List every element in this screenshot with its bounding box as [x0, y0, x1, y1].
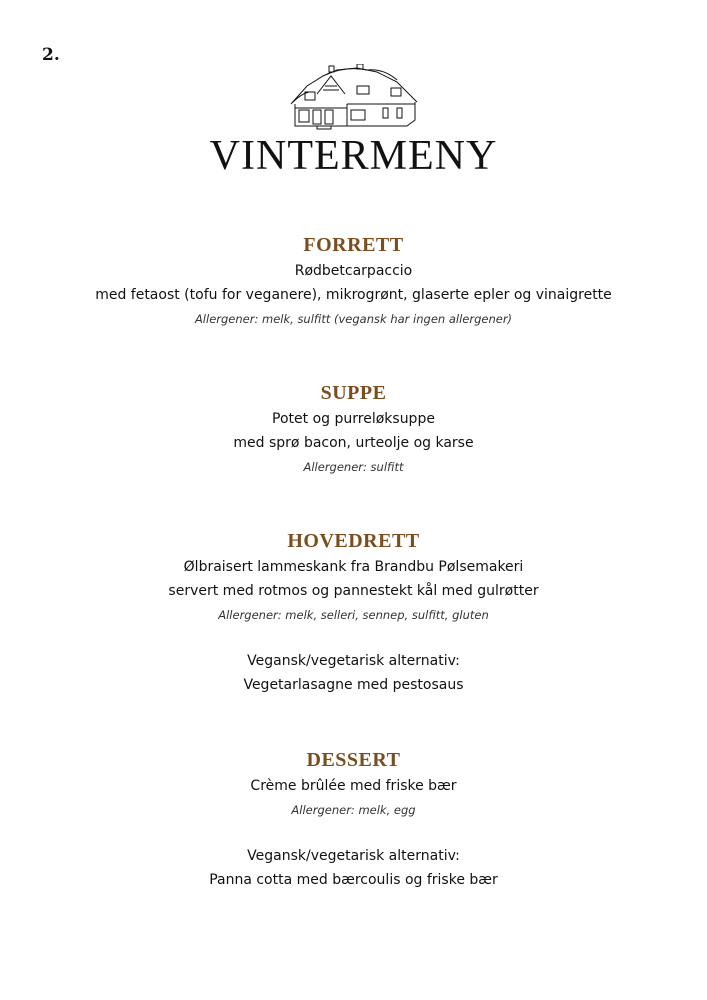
alternative-label: Vegansk/vegetarisk alternativ: — [247, 653, 460, 669]
section-forrett — [0, 231, 707, 331]
allergen-info: Allergener: melk, selleri, sennep, sulfitt, gluten — [218, 608, 489, 622]
menu-title: VINTERMENY — [209, 133, 498, 179]
alternative-label: Vegansk/vegetarisk alternativ: — [247, 848, 460, 864]
section-dessert — [0, 746, 707, 892]
allergen-info: Allergener: melk, sulfitt (vegansk har ingen allergener) — [194, 312, 513, 326]
section-heading: SUPPE — [320, 382, 387, 404]
house-logo-icon — [287, 64, 421, 130]
section-suppe — [0, 379, 707, 479]
section-heading: DESSERT — [306, 749, 401, 771]
section-heading: HOVEDRETT — [287, 530, 420, 552]
section-heading: FORRETT — [303, 234, 404, 256]
dish-name: Ølbraisert lammeskank fra Brandbu Pølsemakeri — [183, 559, 524, 575]
allergen-info: Allergener: melk, egg — [291, 803, 416, 817]
allergen-info: Allergener: sulfitt — [303, 460, 404, 474]
dish-description: med sprø bacon, urteolje og karse — [233, 435, 474, 451]
dish-name: Crème brûlée med friske bær — [250, 778, 457, 794]
dish-name: Potet og purreløksuppe — [272, 411, 435, 427]
page-number: 2. — [42, 45, 60, 65]
alternative-dish: Panna cotta med bærcoulis og friske bær — [209, 872, 498, 888]
dish-description: med fetaost (tofu for veganere), mikrogrønt, glaserte epler og vinaigrette — [95, 287, 612, 303]
dish-name: Rødbetcarpaccio — [294, 263, 413, 279]
section-hovedrett — [0, 527, 707, 697]
dish-description: servert med rotmos og pannestekt kål med gulrøtter — [168, 583, 539, 599]
alternative-dish: Vegetarlasagne med pestosaus — [243, 677, 464, 693]
